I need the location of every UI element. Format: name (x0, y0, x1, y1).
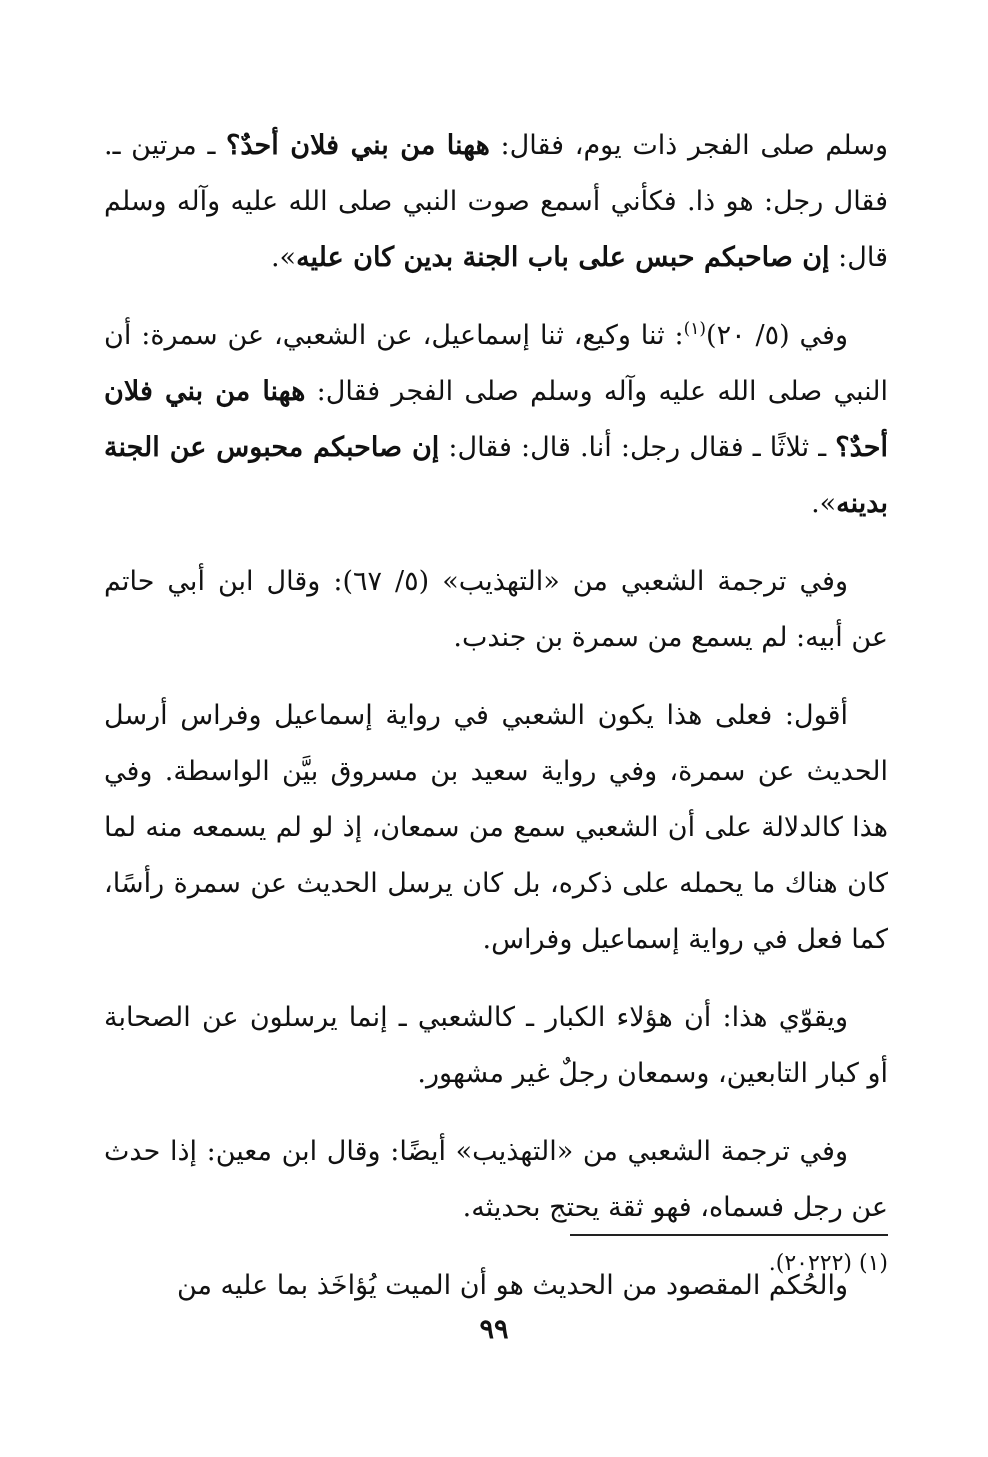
paragraph (104, 1124, 888, 1236)
text-segment: ويقوّي هذا: أن هؤلاء الكبار ـ كالشعبي ـ إنما يرسلون عن الصحابة أو كبار التابعين، وسمعان رجلٌ غير مشهور. (104, 1002, 888, 1089)
hadith-text: إن صاحبكم حبس على باب الجنة بدين كان عليه (296, 242, 830, 273)
text-segment: : ثنا وكيع، ثنا إسماعيل، عن الشعبي، عن سمرة: أن النبي صلى الله عليه وآله وسلم صلى الفجر فقال: (104, 320, 888, 407)
text-segment: وسلم صلى الفجر ذات يوم، فقال: (489, 130, 888, 161)
text-segment: أقول: فعلى هذا يكون الشعبي في رواية إسماعيل وفراس أرسل الحديث عن سمرة، وفي رواية سعيد بن مسروق بيَّن الواسطة. وفي هذا كالدلالة على أن الشعبي سمع من سمعان، إذ لو لم يسمعه منه لما كان هناك ما يحمله على ذكره، بل كان يرسل الحديث عن سمرة رأسًا، كما فعل في رواية إسماعيل وفراس. (104, 700, 888, 955)
paragraph (104, 308, 888, 532)
footnote: (١) (٢٠٢٢٢). (768, 1251, 888, 1276)
text-segment: ـ ثلاثًا ـ فقال رجل: أنا. قال: فقال: (439, 432, 836, 463)
text-segment: وفي ترجمة الشعبي من «التهذيب» (٥/ ٦٧): وقال ابن أبي حاتم عن أبيه: لم يسمع من سمرة بن جندب. (104, 566, 888, 653)
hadith-text: إن صاحبكم محبوس عن الجنة بدينه (104, 432, 888, 519)
paragraph (104, 118, 888, 286)
hadith-text: ههنا من بني فلان أحدٌ؟ (226, 130, 490, 161)
text-segment: ». (270, 242, 297, 273)
text-segment: والحُكم المقصود من الحديث هو أن الميت يُؤاخَذ بما عليه من (176, 1270, 848, 1301)
footnote-reference: (١) (683, 319, 707, 339)
text-segment: وفي ترجمة الشعبي من «التهذيب» أيضًا: وقال ابن معين: إذا حدث عن رجل فسماه، فهو ثقة يحتج بحديثه. (104, 1136, 888, 1223)
paragraph (104, 554, 888, 666)
paragraph (104, 688, 888, 968)
page-number: ٩٩ (479, 1314, 509, 1345)
text-segment: وفي (٥/ ٢٠) (706, 320, 848, 351)
hadith-text: ههنا من بني فلان أحدٌ؟ (104, 376, 888, 463)
paragraph (104, 990, 888, 1102)
main-text (104, 118, 888, 1336)
text-segment: ـ مرتين ـ. فقال رجل: هو ذا. فكأني أسمع صوت النبي صلى الله عليه وآله وسلم قال: (104, 130, 888, 273)
text-segment: ». (811, 488, 837, 519)
footnote-divider (570, 1234, 888, 1236)
